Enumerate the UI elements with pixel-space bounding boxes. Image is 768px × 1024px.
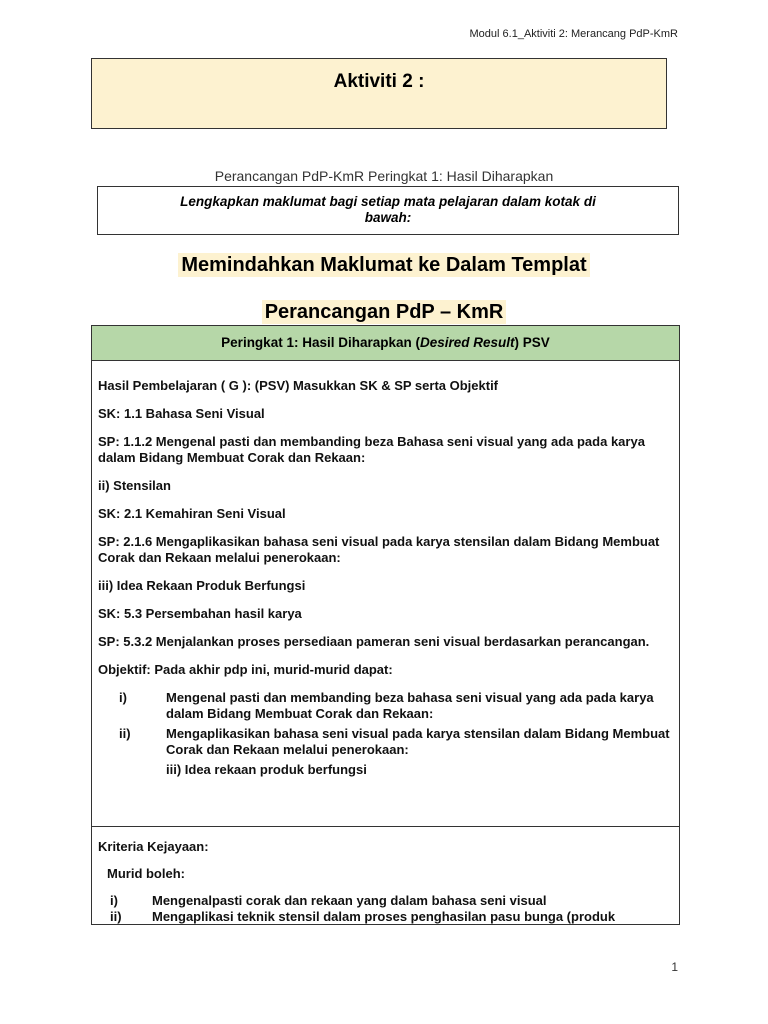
table-header-italic: Desired Result (420, 335, 515, 350)
criteria-number: i) (110, 893, 118, 908)
learning-outcomes-section (92, 361, 679, 827)
list-item (98, 690, 673, 722)
outcome-line: SP: 2.1.6 Mengaplikasikan bahasa seni visual pada karya stensilan dalam Bidang Membuat Corak dan Rekaan melalui penerokaan: (98, 534, 660, 565)
list-item (98, 893, 673, 909)
list-item (98, 726, 673, 758)
table-header-end: ) PSV (514, 335, 550, 350)
criteria-text: Mengenalpasti corak dan rekaan yang dalam bahasa seni visual (152, 893, 547, 908)
objective-number: i) (119, 690, 127, 705)
list-item (98, 909, 673, 925)
outcome-line: SK: 1.1 Bahasa Seni Visual (98, 406, 265, 421)
objective-text: iii) Idea rekaan produk berfungsi (166, 762, 367, 777)
outcome-line: iii) Idea Rekaan Produk Berfungsi (98, 578, 306, 593)
page-number: 1 (671, 960, 678, 974)
title-box (91, 58, 667, 129)
criteria-title: Kriteria Kejayaan: (98, 839, 209, 854)
running-header: Modul 6.1_Aktiviti 2: Merancang PdP-KmR (469, 28, 678, 40)
activity-title: Aktiviti 2 : (333, 71, 425, 92)
outcome-line: Hasil Pembelajaran ( G ): (PSV) Masukkan SK & SP serta Objektif (98, 378, 499, 393)
heading-template-text: Memindahkan Maklumat ke Dalam Templat (178, 253, 589, 277)
heading-planning-text: Perancangan PdP – KmR (262, 300, 507, 324)
outcome-line: ii) Stensilan (98, 478, 171, 493)
objective-text: Mengaplikasikan bahasa seni visual pada karya stensilan dalam Bidang Membuat Corak dan Rekaan melalui penerokaan: (166, 726, 670, 757)
objective-number (98, 762, 166, 778)
table-header (92, 326, 679, 361)
objective-intro: Objektif: Pada akhir pdp ini, murid-murid dapat: (98, 662, 393, 677)
objective-text: Mengenal pasti dan membanding beza bahasa seni visual yang ada pada karya dalam Bidang Membuat Corak dan Rekaan: (166, 690, 654, 721)
outcome-line: SP: 5.3.2 Menjalankan proses persediaan pameran seni visual berdasarkan perancangan. (98, 634, 650, 649)
heading-template (0, 254, 768, 277)
outcome-line: SP: 1.1.2 Mengenal pasti dan membanding beza Bahasa seni visual yang ada pada karya dalam Bidang Membuat Corak dan Rekaan: (98, 434, 645, 465)
table-header-start: Peringkat 1: Hasil Diharapkan ( (221, 335, 420, 350)
objective-number: ii) (119, 726, 131, 741)
list-item (98, 762, 673, 778)
criteria-text: Mengaplikasi teknik stensil dalam proses penghasilan pasu bunga (produk (152, 909, 616, 924)
planning-table (91, 325, 680, 925)
objective-list (98, 690, 673, 778)
heading-planning (0, 301, 768, 324)
subtitle: Perancangan PdP-KmR Peringkat 1: Hasil Diharapkan (214, 168, 554, 184)
criteria-subtitle: Murid boleh: (107, 866, 185, 881)
outcome-line: SK: 5.3 Persembahan hasil karya (98, 606, 302, 621)
success-criteria-section (92, 827, 679, 925)
criteria-number: ii) (110, 909, 122, 924)
instruction-box: Lengkapkan maklumat bagi setiap mata pelajaran dalam kotak di bawah: (97, 186, 679, 235)
outcome-line: SK: 2.1 Kemahiran Seni Visual (98, 506, 286, 521)
